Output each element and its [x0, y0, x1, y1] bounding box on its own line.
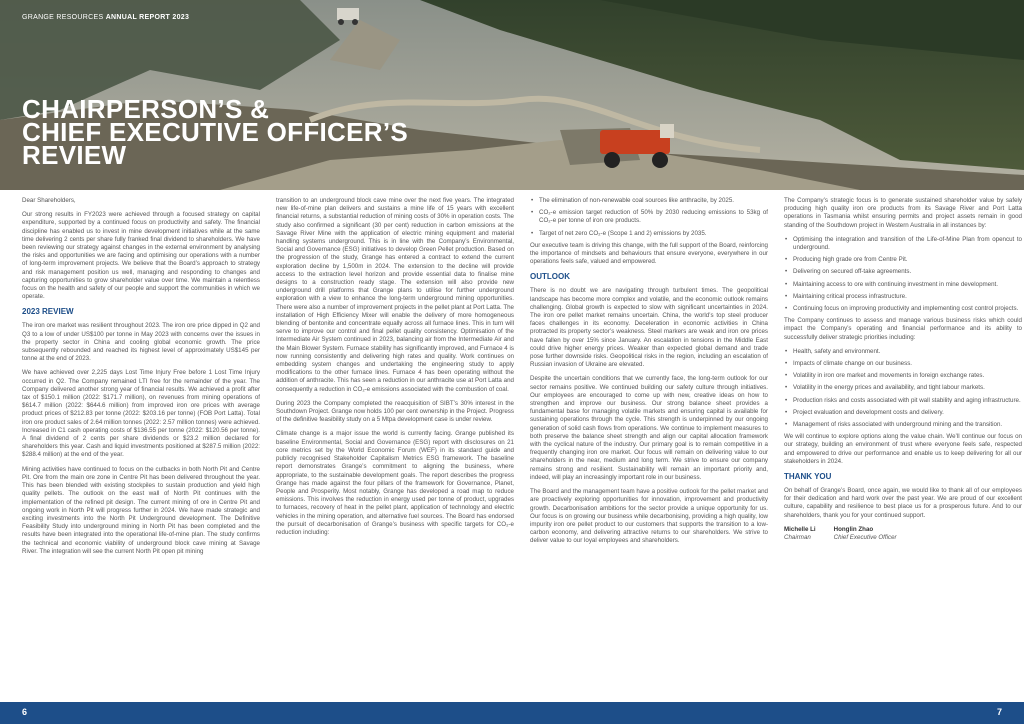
section-heading-outlook: OUTLOOK	[530, 272, 570, 282]
list-item: • Volatility in the energy prices and availability, and tight labour markets.	[784, 384, 1022, 392]
paragraph: We have achieved over 2,225 days Lost Time Injury Free before 1 Lost Time Injury occurred in Q2. The Company remained LTI free for the remainder of the year. The Company delivered another strong year of financial results. We achieved a profit after tax of $150.1 million (2022: $171.7 million), on revenues from mining operations of $614.7 million (2022: $644.6 million) from improved iron ore prices with average product prices of $212.83 per tonne (2022: $203.16 per tonne) (FOB Port Latta). Total iron ore product sales of 2.64 million tonnes (2022: 2.57 million tonnes) were achieved. Increased in C1 cash operating costs of $136.55 per tonne (2022: $120.56 per tonne). A final dividend of 2 cents per share dividends or $23.2 million declared for shareholders this year. Cash and liquid investments positioned at $287.5 million (2022: $288.4 million) at the end of the year.	[22, 369, 260, 459]
paragraph: transition to an underground block cave mine over the next five years. The integrated new life-of-mine plan delivers and sustains a mine life of 15 years with excellent financial returns, a substantial reduction of mining costs of 30% in operation costs. The study also confirmed a significant (30 per cent) reduction in carbon emissions at the Savage River Mine with the application of electric mining equipment and material handling systems underground. This is in line with the Company’s Environmental, Social and Governance (ESG) initiatives to develop Green Pellet production. Based on the progression of the study, Grange has entered a contract to extend the current exploration decline by 1,500m in 2024. The extension to the decline will provide access to the extraction level horizon and provide essential data to finalise mine designs to a construction ready stage. The extension will also provide new underground drill platforms that Grange plans to utilise for further underground exploration with a view to enhance the long-term underground mining opportunities. There were also a number of improvement projects in the pellet plant at Port Latta. The installation of High Efficiency Mixer will enable the delivery of more homogeneous blending of bentonite and concentrate equally across all furnace lines. This in turn will serve to improve our control and final pellet quality consistency. Optimisation of the Intermediate Air System continued in 2023, balancing air from the Intermediate Air and the Main Blower System. Furnace stability has significantly improved, and Furnace 4 is now running consistently and delivering high rates and quality. Work continues on embedding system changes and undertaking the engineering study to apply modifications to the other furnace lines. Furnace 4 has been operating without the addition of anthracite. This has seen a reduction in our anthracite use at Port Latta and consequently a reduction in CO₂-e emissions associated with the combustion of coal.	[276, 197, 514, 393]
list-item: • Volatility in iron ore market and movements in foreign exchange rates.	[784, 372, 1022, 380]
title-line-2: CHIEF EXECUTIVE OFFICER’S	[22, 117, 408, 147]
title-line-1: CHAIRPERSON’S &	[22, 94, 270, 124]
section-heading-thank-you: THANK YOU	[784, 472, 832, 482]
signatures	[784, 526, 1022, 542]
signatory-role: Chief Executive Officer	[833, 533, 897, 541]
signatory-name: Honglin Zhao	[833, 525, 874, 533]
paragraph: The Company’s strategic focus is to generate sustained shareholder value by safely producing high quality iron ore products from its Savage River and Port Latta operations in Tasmania whilst ensuring permits and project assets remain in good standing of the Southdown project in Western Australia in all instances by:	[784, 197, 1022, 229]
list-item: • Impacts of climate change on our business.	[784, 360, 1022, 368]
paragraph: Our executive team is driving this change, with the full support of the Board, reinforcing the importance of mindsets and behaviours that ensure everyone, everywhere in our operations feels safe, valued and empowered.	[530, 241, 768, 266]
column-3	[530, 197, 768, 552]
list-item: • Health, safety and environment.	[784, 348, 1022, 356]
paragraph: The Board and the management team have a positive outlook for the pellet market and are proactively exploring opportunities for innovation, improvement and productivity growth. Decarbonisation ambitions for the sector provide a unique opportunity for us. Our focus is on growing our business while decarbonising, providing a high quality, low impurity iron ore pellet product to our customers that supports the transition to a low-carbon economy, and delivering attractive returns to our shareholders. We strive to deliver value to our loyal employees and shareholders.	[530, 488, 768, 545]
report-header	[22, 14, 189, 21]
emission-targets-list	[530, 197, 768, 238]
report-name: ANNUAL REPORT 2023	[105, 14, 190, 21]
paragraph: The Company continues to assess and manage various business risks which could impact the Company’s operating and financial performance and its ability to successfully deliver strategic priorities including:	[784, 317, 1022, 341]
paragraph: The iron ore market was resilient throughout 2023. The iron ore price dipped in Q2 and Q3 to a low of under US$100 per tonne in May 2023 with concerns over the issues in the property sector in China and cooling global economic growth. The price subsequently rebounded and reached its highest level of approximately US$145 per tonne at the end of 2023.	[22, 322, 260, 363]
list-item: • Maintaining access to ore with continuing investment in mine development.	[784, 281, 1022, 289]
paragraph: During 2023 the Company completed the reacquisition of SIBT’s 30% interest in the Southdown Project. Grange now holds 100 per cent ownership in the Project. Progress of the definitive feasibility study on a 5 Mtpa development case is under review.	[276, 399, 514, 424]
hero-image	[0, 0, 1024, 190]
list-item: • Production risks and costs associated with pit wall stability and aging infrastructure.	[784, 397, 1022, 405]
paragraph: Mining activities have continued to focus on the cutbacks in both North Pit and Centre Pit. Ore from the main ore zone in Centre Pit has been delivered throughout the year. This has been blended with existing stockpiles to sustain production and yield high quality pellets. The outlook on the east wall of North Pit continues with the implementation of the refined pit design. The current mining of ore in Centre Pit and ongoing work in North Pit will progress further in 2024. We have made strategic and exciting investments into the North Pit Underground development. The Definitive Feasibility Study into underground mining in North Pit has been completed and the results have been integrated into the operational life-of-mine plan. The study confirms the technical and economic viability of underground block cave mining at Savage River. The integration will see the current North Pit open pit mining	[22, 465, 260, 555]
list-item: • Delivering on secured off-take agreements.	[784, 268, 1022, 276]
list-item: • Optimising the integration and transition of the Life-of-Mine Plan from opencut to underground.	[784, 236, 1022, 252]
signatory-name: Michelle Li	[784, 525, 816, 533]
column-2	[276, 197, 514, 543]
signature-ceo	[834, 526, 897, 542]
salutation: Dear Shareholders,	[22, 197, 76, 204]
column-4	[784, 197, 1022, 542]
company-name: GRANGE RESOURCES	[22, 14, 104, 21]
list-item: • The elimination of non-renewable coal sources like anthracite, by 2025.	[530, 197, 768, 205]
strategy-list	[784, 236, 1022, 313]
footer-bar	[0, 702, 1024, 724]
list-item: • Producing high grade ore from Centre Pit.	[784, 256, 1022, 264]
title-line-3: REVIEW	[22, 140, 127, 170]
list-item: • Maintaining critical process infrastructure.	[784, 293, 1022, 301]
page-number-left: 6	[22, 707, 28, 717]
paragraph: There is no doubt we are navigating through turbulent times. The geopolitical landscape has become more complex and volatile, and the economic outlook remains challenging. Global growth is expected to slow with significant uncertainties in 2024. The iron ore pellet market remains uncertain. China, the world’s top steel producer faces challenges in its economy. Deceleration in economic activities in China protracted its property sector’s weakness. Steel markers are weak and iron ore prices have fallen by over 15% since January. An escalation in tensions in the Middle East could drive higher energy prices. Weaker than expected global demand and trade pose further downside risks. Geopolitical risks in the region, including an escalation of Russian invasion of Ukraine are elevated.	[530, 287, 768, 369]
list-item: • CO₂-e emission target reduction of 50% by 2030 reducing emissions to 53kg of CO₂-e per tonne of iron ore products.	[530, 209, 768, 225]
paragraph: On behalf of Grange’s Board, once again, we would like to thank all of our employees for their dedication and hard work over the past year. We are proud of our excellent culture, capability and resilience to best place us for a prosperous future. And to our shareholders, thank you for your continued support.	[784, 487, 1022, 519]
signatory-role: Chairman	[784, 533, 811, 541]
column-1	[22, 197, 260, 562]
page-title	[22, 94, 408, 170]
list-item: • Target of net zero CO₂-e (Scope 1 and 2) emissions by 2035.	[530, 230, 768, 238]
list-item: • Continuing focus on improving productivity and implementing cost control projects.	[784, 305, 1022, 313]
signature-chairman	[784, 526, 816, 542]
section-heading-2023-review: 2023 REVIEW	[22, 307, 74, 317]
paragraph: Climate change is a major issue the world is currently facing. Grange published its baseline Environmental, Social and Governance (ESG) report with disclosures on 21 core metrics set by the World Economic Forum (WEF) in its standard guide and publicly recognised Stakeholder Capitalism Metrics ESG framework. The baseline report demonstrates Grange’s commitment to aligning the business, where appropriate, to the sustainable development goals. The report describes the progress Grange has made against the four pillars of the framework for Governance, Planet, People and Prosperity. Most notably, Grange has developed a road map to reduce emissions. This involves the reduction in energy used per tonne of product, upgrades to furnaces, recovery of heat in the pellet plant, application of technology and electric vehicles in the mining operation, and alternative fuel sources. The Board has endorsed the pursuit of decarbonisation of Grange’s business with specific targets for CO₂-e reduction including:	[276, 430, 514, 536]
paragraph: Our strong results in FY2023 were achieved through a focused strategy on capital expenditure, supported by a continued focus on productivity and safety. The financial discipline has enabled us to invest in mine development initiatives while at the same time delivering 2 cents per share fully franked final dividend to shareholders. We have been reviewing our strategy against changes in the external environment by analysing the risks and opportunities we are facing and optimising our operations with a number of long-term improvement projects. We believe that the Board’s approach to strategy and risk management position us well, managing and responding to changes and capturing opportunities to grow shareholder value over time. We maintain a relentless focus on the health and safety of our people and support the communities in which we operate.	[22, 211, 260, 301]
risks-list	[784, 348, 1022, 429]
page-number-right: 7	[996, 707, 1002, 717]
list-item: • Management of risks associated with underground mining and the transition.	[784, 421, 1022, 429]
paragraph: Despite the uncertain conditions that we currently face, the long-term outlook for our sector remains positive. We continued building our safety culture through initiatives. Our employees are encouraged to come up with new, creative ideas on how to strengthen and improve our business. Our strong balance sheet provides a fundamental base for managing volatile markets and ensuring capital is available for sustaining operations through the cycle. This strength is underpinned by our ongoing generation of solid cash flows from operations. We continue to implement measures to both preserve the balance sheet strength and align our capital allocation framework with the cyclical nature of the industry. Our primary goal is to remain competitive in a frequently changing iron ore market. Our focus will remain on delivering value to our shareholders in the near, medium and long term. We strive to ensure our company remains strong and resilient. Sustainability will remain an important priority and, indeed, will play an increasingly important role in our business.	[530, 375, 768, 481]
paragraph: We will continue to explore options along the value chain. We’ll continue our focus on our strategy, building an environment of trust where everyone feels safe, respected and empowered to drive our performance and enable us to keep delivering for all our stakeholders in 2024.	[784, 433, 1022, 465]
list-item: • Project evaluation and development costs and delivery.	[784, 409, 1022, 417]
